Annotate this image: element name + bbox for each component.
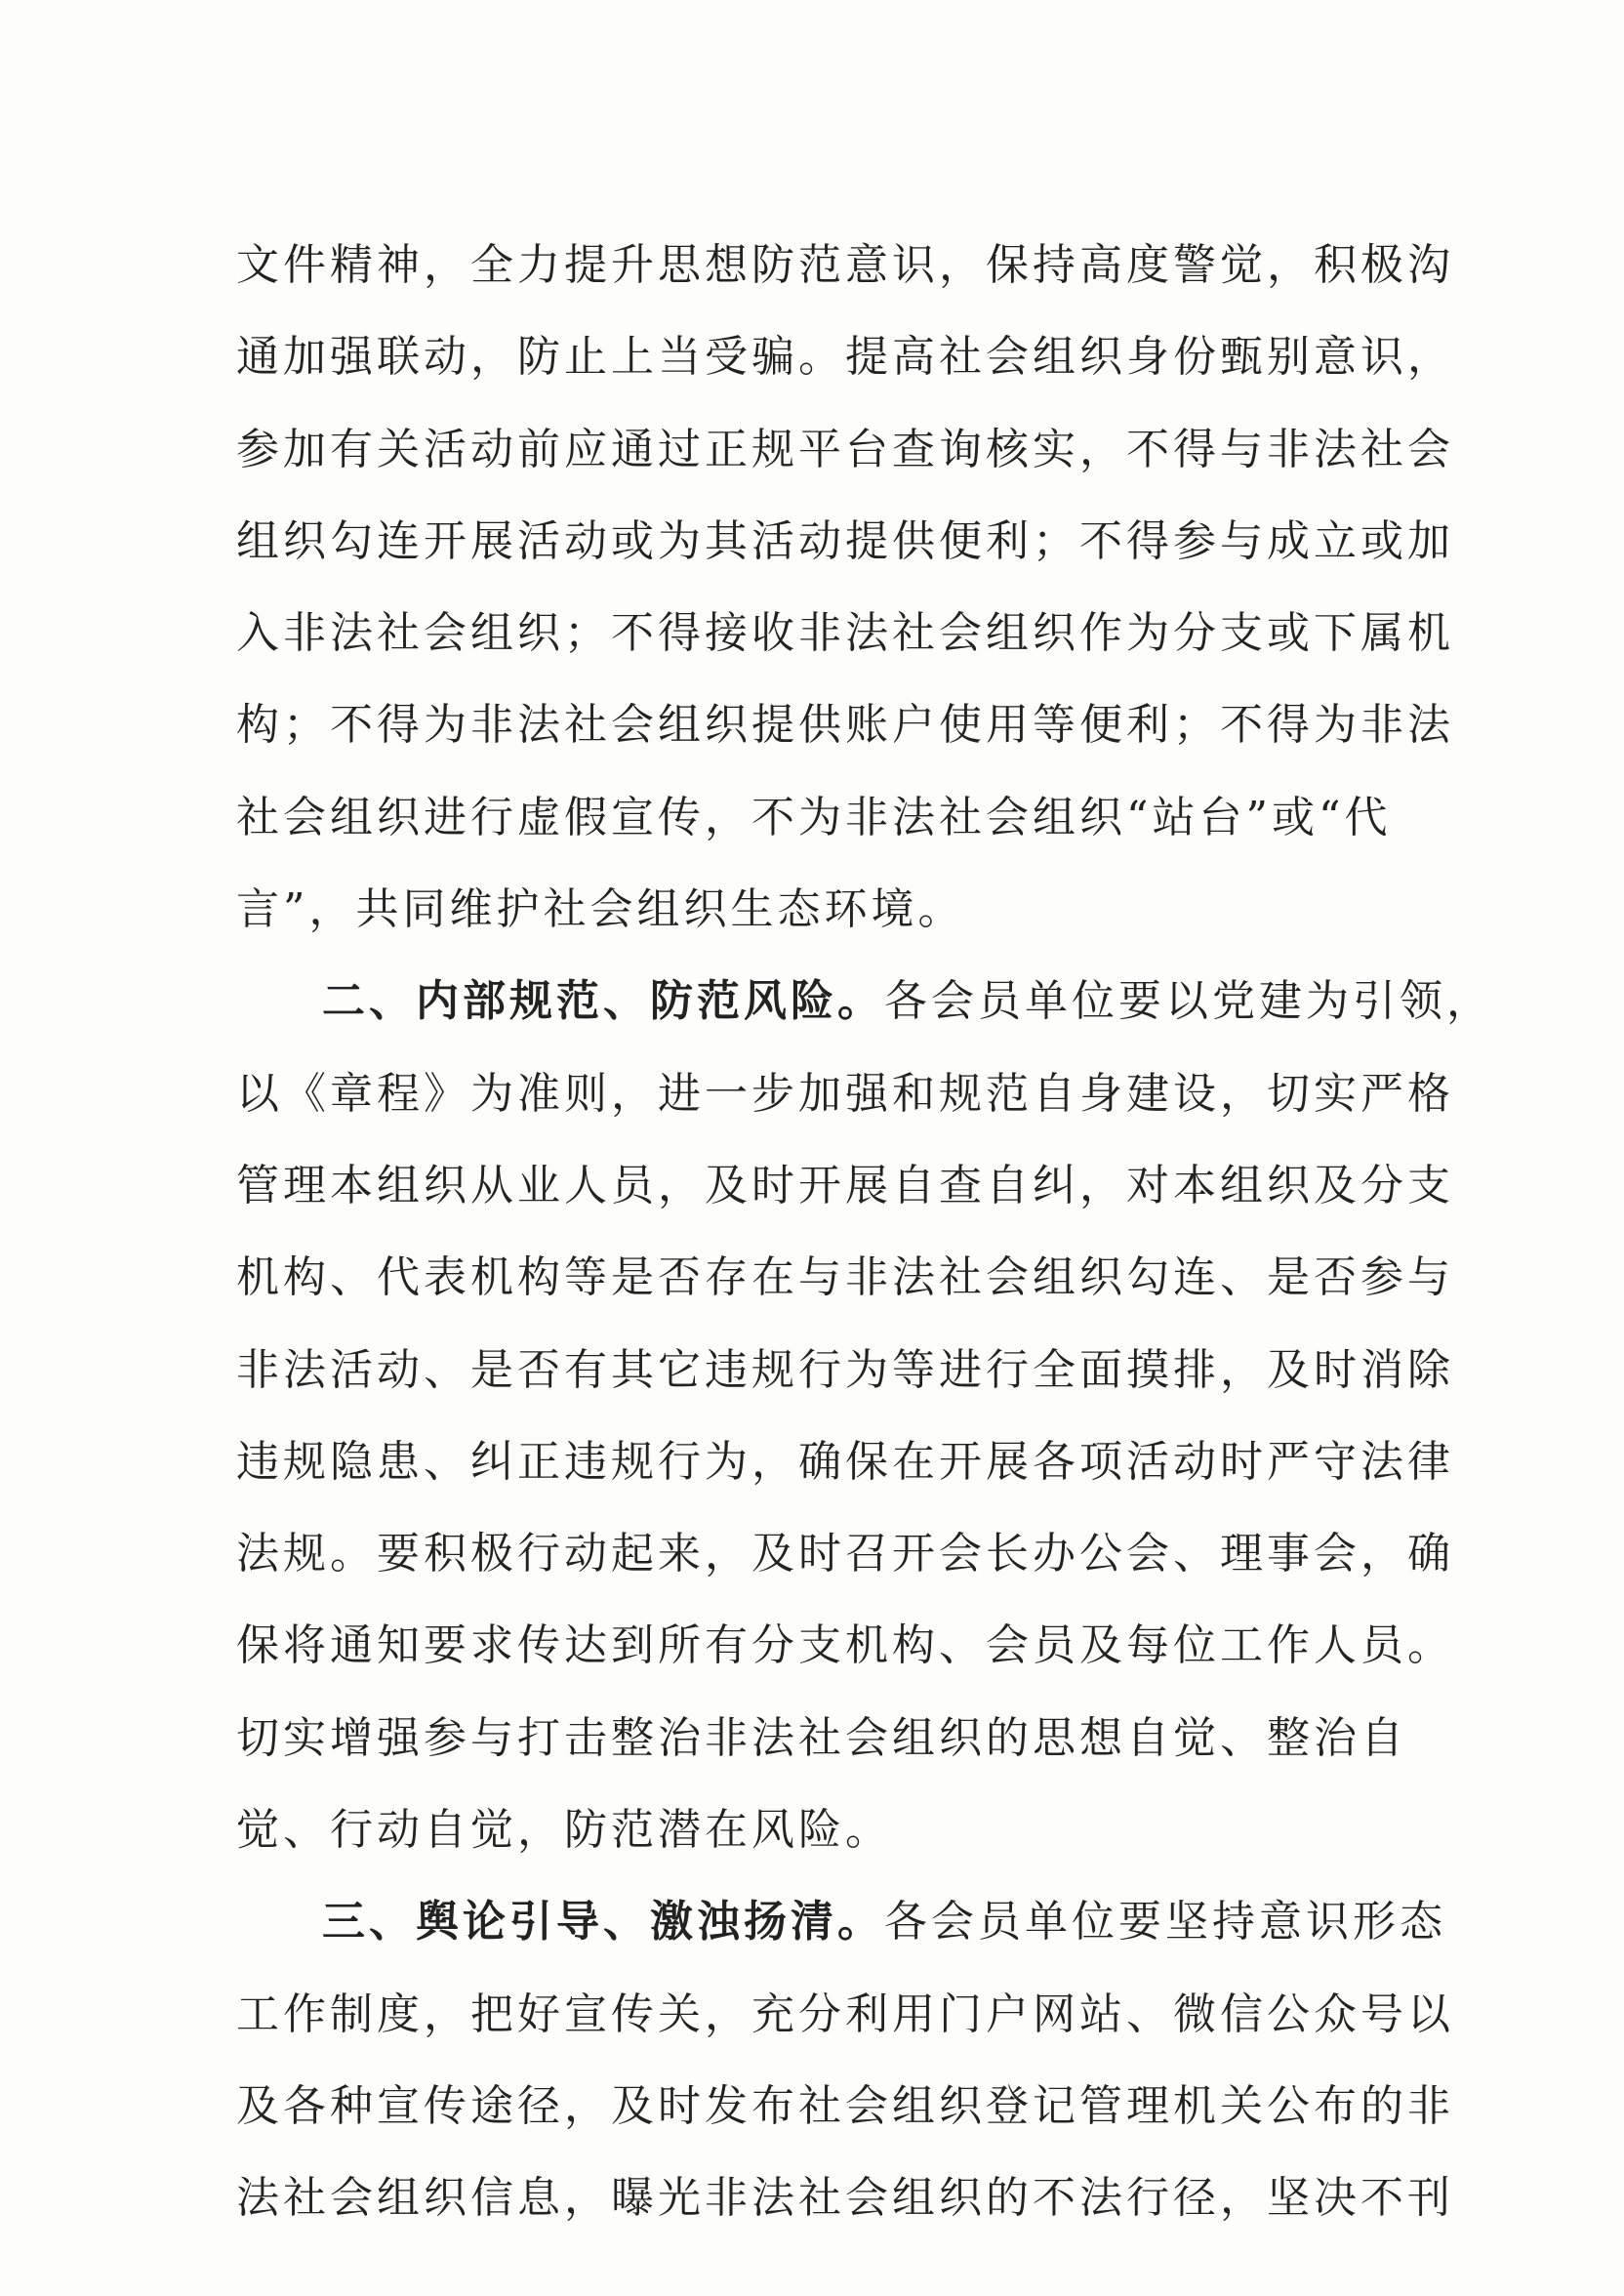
text-line: 违规隐患、纠正违规行为，确保在开展各项活动时严守法律	[236, 1436, 1454, 1487]
text-line: 觉、行动自觉，防范潜在风险。	[236, 1805, 892, 1856]
text-line: 社会组织进行虚假宣传，不为非法社会组织“站台”或“代	[236, 792, 1392, 842]
text-line: 文件精神，全力提升思想防范意识，保持高度警觉，积极沟	[236, 240, 1454, 290]
section-3-heading: 三、舆论引导、激浊扬清。	[322, 1897, 884, 1948]
text-line: 组织勾连开展活动或为其活动提供便利；不得参与成立或加	[236, 515, 1454, 566]
section-2-first-line	[236, 956, 1493, 1047]
text-line: 构；不得为非法社会组织提供账户使用等便利；不得为非法	[236, 700, 1454, 751]
text-line: 工作制度，把好宣传关，充分利用门户网站、微信公众号以	[236, 1988, 1454, 2039]
section-2-first-text: 各会员单位要以党建为引领，	[884, 976, 1493, 1027]
text-line: 入非法社会组织；不得接收非法社会组织作为分支或下属机	[236, 608, 1454, 659]
text-line: 以《章程》为准则，进一步加强和规范自身建设，切实严格	[236, 1068, 1454, 1119]
text-line: 及各种宣传途径，及时发布社会组织登记管理机关公布的非	[236, 2080, 1454, 2131]
text-line: 法社会组织信息，曝光非法社会组织的不法行径，坚决不刊	[236, 2173, 1454, 2224]
section-3-first-line	[236, 1876, 1446, 1968]
section-2-heading: 二、内部规范、防范风险。	[322, 976, 884, 1027]
section-3-first-text: 各会员单位要坚持意识形态	[884, 1897, 1446, 1948]
text-line: 管理本组织从业人员，及时开展自查自纠，对本组织及分支	[236, 1160, 1454, 1210]
text-line: 参加有关活动前应通过正规平台查询核实，不得与非法社会	[236, 424, 1454, 474]
text-line: 非法活动、是否有其它违规行为等进行全面摸排，及时消除	[236, 1344, 1454, 1395]
text-line: 言”，共同维护社会组织生态环境。	[236, 884, 965, 935]
text-line: 保将通知要求传达到所有分支机构、会员及每位工作人员。	[236, 1620, 1454, 1671]
text-line: 机构、代表机构等是否存在与非法社会组织勾连、是否参与	[236, 1252, 1454, 1303]
text-line: 通加强联动，防止上当受骗。提高社会组织身份甄别意识，	[236, 332, 1454, 383]
document-body	[236, 220, 1493, 2245]
text-line: 法规。要积极行动起来，及时召开会长办公会、理事会，确	[236, 1529, 1454, 1579]
text-line: 切实增强参与打击整治非法社会组织的思想自觉、整治自	[236, 1712, 1407, 1763]
